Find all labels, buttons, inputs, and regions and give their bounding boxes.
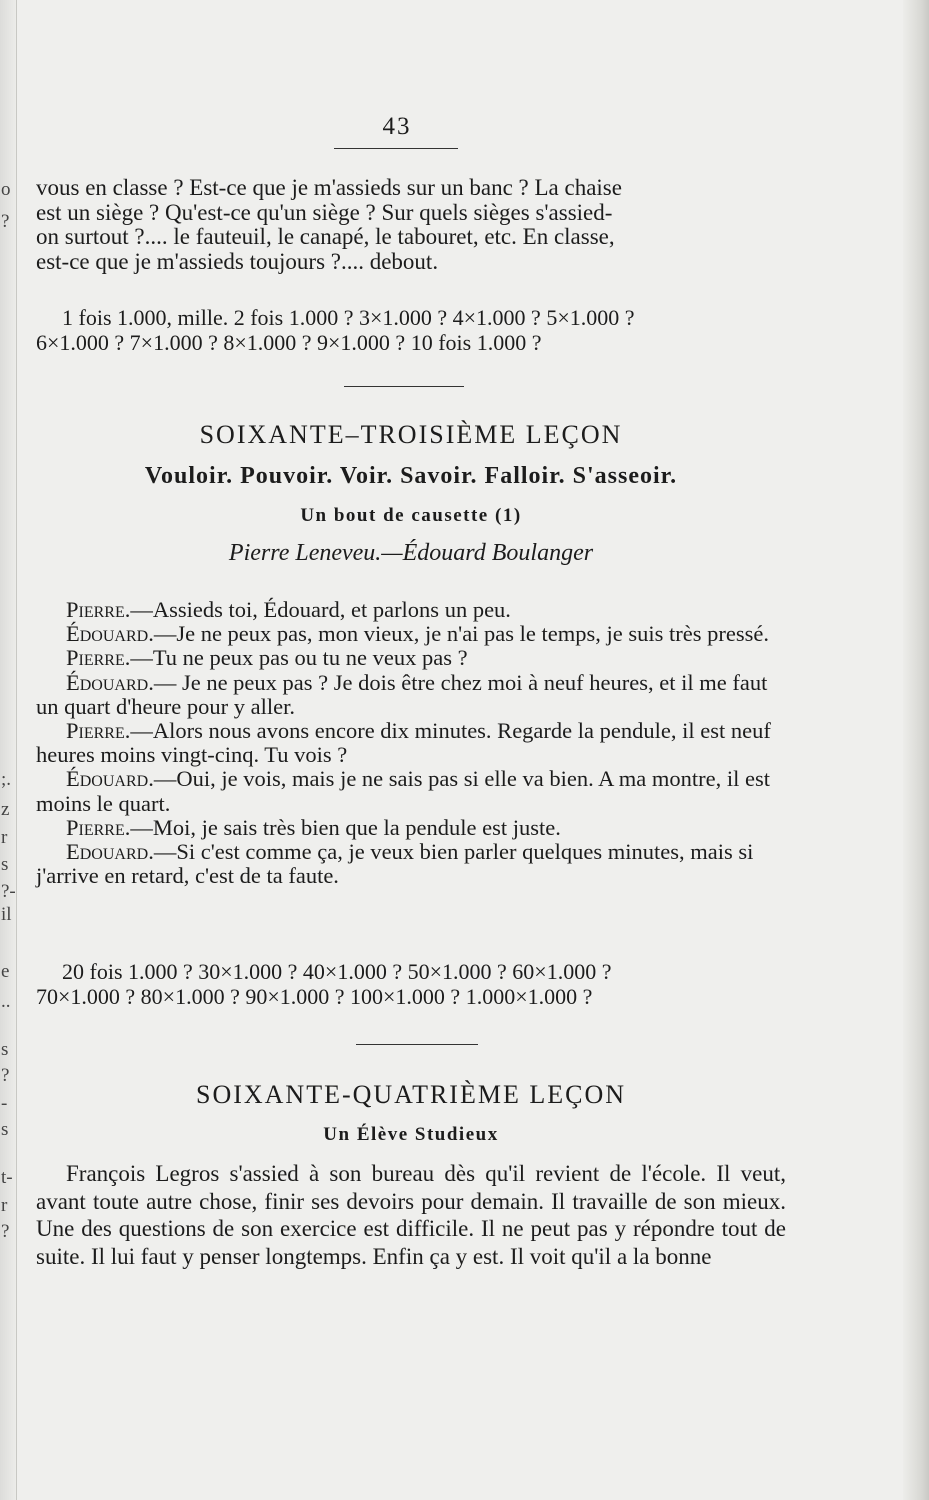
margin-mark: ? (1, 211, 10, 232)
speech: —Je ne peux pas, mon vieux, je n'ai pas le temps, je suis très pressé. (153, 621, 769, 647)
speaker: Pierre. (66, 597, 131, 622)
lesson-verbs: Vouloir. Pouvoir. Voir. Savoir. Falloir. S'asseoir. (144, 463, 678, 489)
text-line: vous en classe ? Est-ce que je m'assieds sur un banc ? La chaise (36, 175, 622, 200)
section-divider (356, 1044, 478, 1045)
speaker: Pierre. (66, 718, 131, 744)
intro-paragraph (36, 176, 786, 274)
lesson-paragraph (36, 1160, 786, 1270)
speech: —Moi, je sais très bien que la pendule est juste. (130, 814, 561, 840)
counting-exercise (36, 960, 786, 1009)
lesson-subtitle: Un bout de causette (1) (300, 505, 522, 526)
section-divider (344, 386, 464, 387)
dialogue-line (36, 767, 786, 815)
speech: —Alors nous avons encore dix minutes. Regarde la pendule, il est neuf heures moins vingt-cinq. Tu vois ? (36, 718, 771, 768)
page-number: 43 (382, 113, 412, 140)
exercise-line: 6×1.000 ? 7×1.000 ? 8×1.000 ? 9×1.000 ? 10 fois 1.000 ? (36, 329, 542, 355)
dialogue-line (36, 671, 786, 719)
text-line: est un siège ? Qu'est-ce qu'un siège ? Sur quels sièges s'assied- (36, 199, 613, 225)
speech: —Tu ne peux pas ou tu ne veux pas ? (130, 645, 468, 671)
margin-mark: t- (1, 1167, 13, 1188)
lesson-title: SOIXANTE-QUATRIÈME LEÇON (195, 1080, 626, 1109)
speech: —Oui, je vois, mais je ne sais pas si elle va bien. A ma montre, il est moins le quart. (36, 766, 770, 816)
margin-mark: .. (1, 991, 11, 1012)
lesson-title: SOIXANTE–TROISIÈME LEÇON (199, 420, 623, 449)
speaker: Edouard. (66, 839, 154, 865)
margin-mark: ? (1, 1065, 10, 1086)
margin-mark: ? (1, 1221, 10, 1242)
speech: —Assieds toi, Édouard, et parlons un peu. (130, 597, 511, 622)
margin-mark: z (1, 799, 10, 820)
margin-mark: s (1, 854, 9, 875)
paragraph-text: François Legros s'assied à son bureau dès qu'il revient de l'école. Il veut, avant toute autre chose, finir ses devoirs pour demain. Il travaille de son mieux. Une des questions de son exercice est difficile. Il ne peut pas y répondre tout de suite. Il lui faut y penser longtemps. Enfin ça y est. Il voit qu'il a la bonne (36, 1161, 786, 1269)
header-rule (334, 148, 458, 149)
dialogue-line (36, 622, 786, 646)
exercise-line: 20 fois 1.000 ? 30×1.000 ? 40×1.000 ? 50×1.000 ? 60×1.000 ? (62, 959, 612, 984)
text-line: est-ce que je m'assieds toujours ?.... debout. (36, 248, 439, 274)
dialogue (36, 598, 786, 888)
dialogue-line (36, 598, 786, 622)
page-edge-shadow (903, 0, 929, 1500)
speaker: Pierre. (66, 814, 131, 840)
lesson-subtitle: Un Élève Studieux (323, 1124, 499, 1145)
margin-mark: ;. (1, 769, 12, 790)
exercise-line: 1 fois 1.000, mille. 2 fois 1.000 ? 3×1.000 ? 4×1.000 ? 5×1.000 ? (62, 305, 635, 330)
dialogue-characters: Pierre Leneveu.—Édouard Boulanger (228, 540, 594, 566)
speaker: Édouard. (66, 766, 154, 792)
facing-page-margin-fragments (0, 0, 16, 1500)
speech: — Je ne peux pas ? Je dois être chez moi à neuf heures, et il me faut un quart d'heure pour y aller. (36, 669, 768, 719)
exercise-line: 70×1.000 ? 80×1.000 ? 90×1.000 ? 100×1.000 ? 1.000×1.000 ? (36, 983, 593, 1009)
dialogue-line (36, 816, 786, 840)
speaker: Pierre. (66, 645, 131, 671)
margin-mark: r (1, 827, 8, 848)
speaker: Édouard. (66, 669, 154, 695)
margin-mark: s (1, 1039, 9, 1060)
margin-mark: ?- (1, 881, 16, 902)
margin-mark: - (1, 1093, 8, 1114)
dialogue-line (36, 646, 786, 670)
text-line: on surtout ?.... le fauteuil, le canapé, le tabouret, etc. En classe, (36, 224, 615, 250)
margin-mark: il (1, 904, 12, 925)
speech: —Si c'est comme ça, je veux bien parler quelques minutes, mais si j'arrive en retard, c'est de ta faute. (36, 839, 754, 889)
margin-mark: o (1, 179, 11, 200)
margin-mark: r (1, 1195, 8, 1216)
speaker: Édouard. (66, 621, 154, 647)
counting-exercise (36, 306, 786, 355)
margin-mark: s (1, 1119, 9, 1140)
dialogue-line (36, 719, 786, 767)
dialogue-line (36, 840, 786, 888)
margin-mark: e (1, 961, 10, 982)
